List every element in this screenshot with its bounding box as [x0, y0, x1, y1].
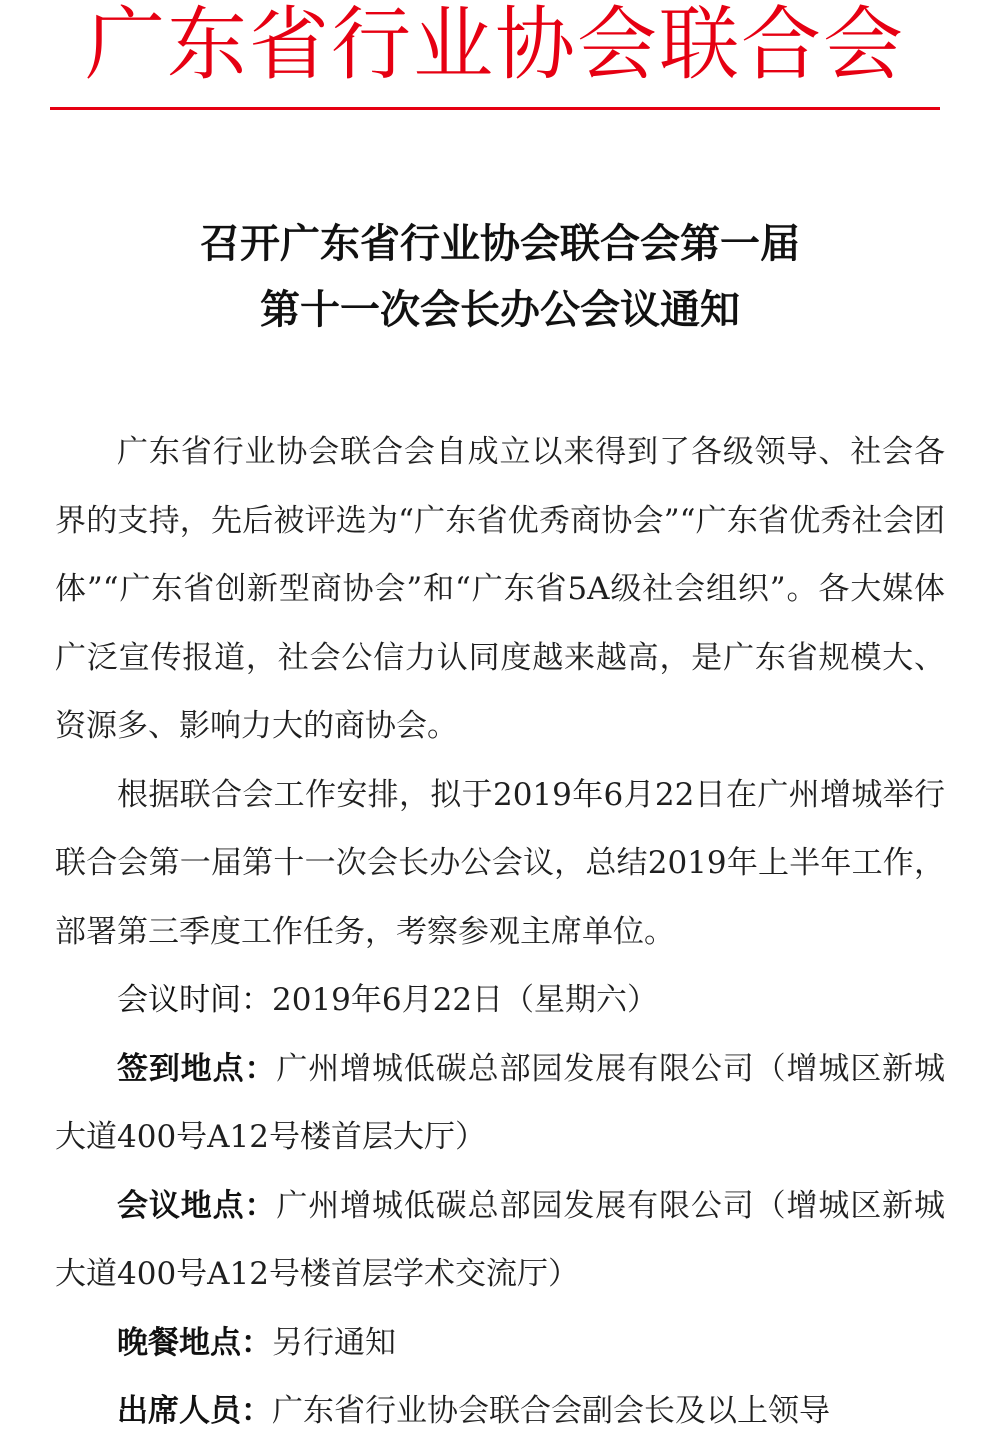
meeting-location-value: 广州增城低碳总部园发展有限公司（增城区新城大道400号A12号楼首层学术交流厅）	[55, 1187, 946, 1292]
attendees-label: 出席人员：	[117, 1393, 272, 1429]
meeting-location-item	[55, 1172, 945, 1309]
meeting-time-value: 2019年6月22日（星期六）	[272, 982, 659, 1018]
checkin-location-label: 签到地点：	[117, 1050, 277, 1087]
notice-title-line-2: 第十一次会长办公会议通知	[260, 287, 740, 333]
arrangement-paragraph: 根据联合会工作安排，拟于2019年6月22日在广州增城举行联合会第一届第十一次会长办公会议，总结2019年上半年工作，部署第三季度工作任务，考察参观主席单位。	[55, 776, 945, 950]
attendees-item	[55, 1377, 945, 1446]
checkin-location-value: 广州增城低碳总部园发展有限公司（增城区新城大道400号A12号楼首层大厅）	[55, 1050, 946, 1155]
dinner-location-value: 另行通知	[272, 1324, 396, 1361]
meeting-location-label: 会议地点：	[117, 1187, 277, 1224]
meeting-time-item	[55, 966, 945, 1035]
meeting-time-label: 会议时间：	[117, 982, 272, 1018]
letterhead-org-name: 广东省行业协会联合会	[85, 0, 905, 90]
dinner-location-item	[55, 1309, 945, 1378]
notice-title-line-1: 召开广东省行业协会联合会第一届	[200, 221, 800, 267]
notice-body	[55, 418, 945, 1446]
checkin-location-item	[55, 1035, 945, 1172]
intro-paragraph: 广东省行业协会联合会自成立以来得到了各级领导、社会各界的支持，先后被评选为“广东省优秀商协会”“广东省优秀社会团体”“广东省创新型商协会”和“广东省5A级社会组织”。各大媒体广泛宣传报道，社会公信力认同度越来越高，是广东省规模大、资源多、影响力大的商协会。	[55, 434, 945, 744]
dinner-location-label: 晚餐地点：	[117, 1324, 272, 1361]
attendees-value: 广东省行业协会联合会副会长及以上领导	[272, 1393, 830, 1429]
letterhead-divider	[50, 107, 940, 110]
